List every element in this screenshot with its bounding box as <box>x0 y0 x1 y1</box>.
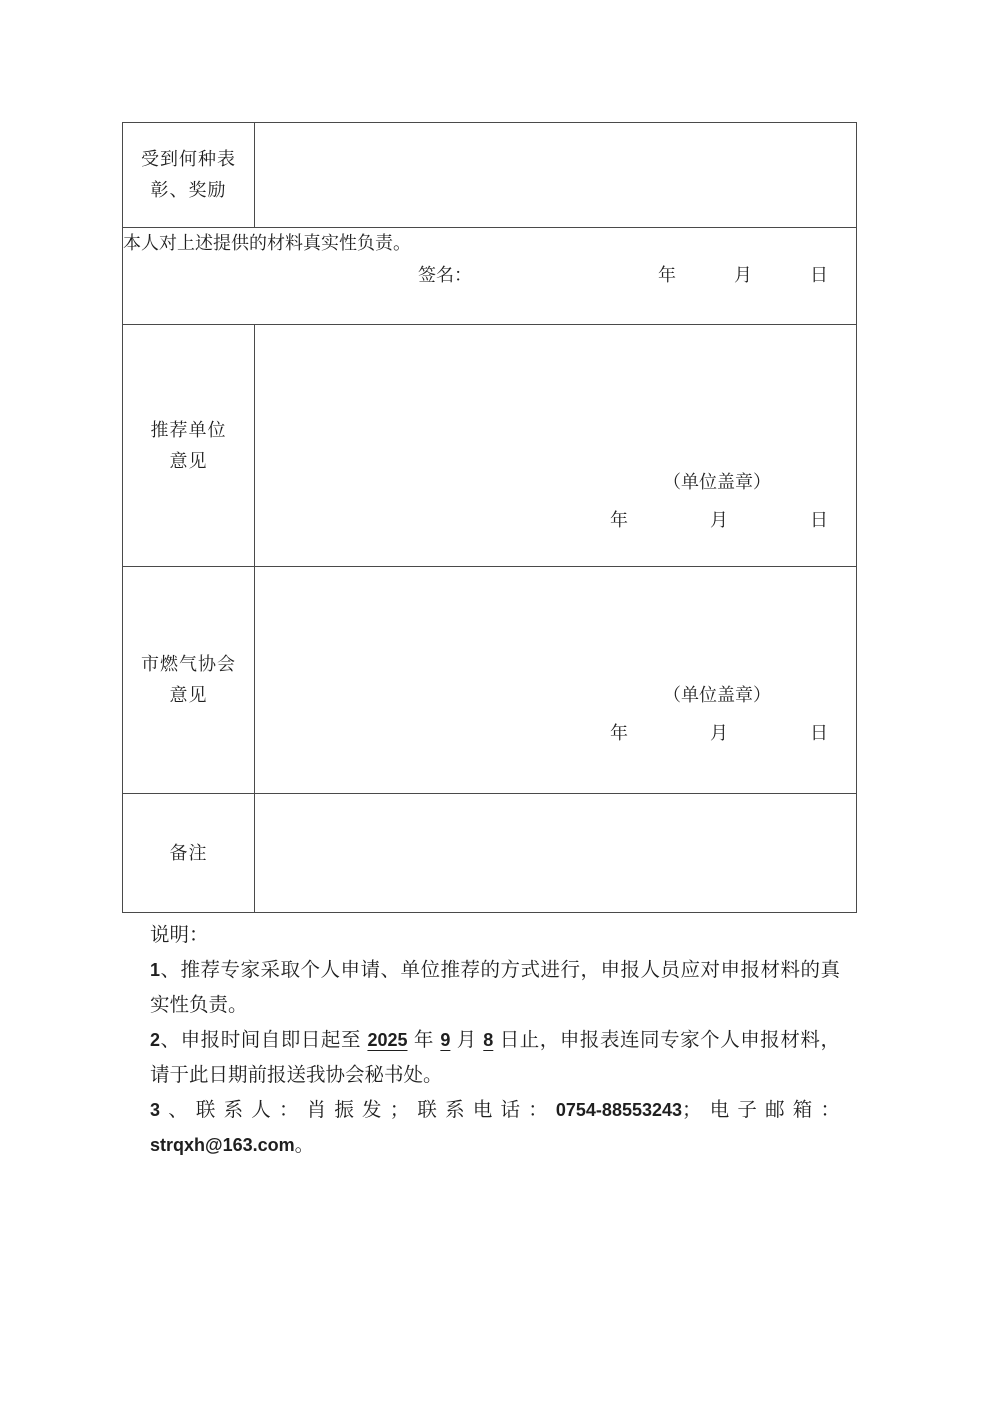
note-2-year-unit: 年 <box>408 1030 440 1051</box>
association-stamp-block <box>255 679 856 793</box>
declaration-row <box>123 228 857 325</box>
note-1-text: 、推荐专家采取个人申请、单位推荐的方式进行，申报人员应对申报材料的真实性负责。 <box>150 960 840 1016</box>
notes-heading: 说明： <box>150 925 209 946</box>
award-label-cell <box>123 123 255 228</box>
award-label-line2: 彰、奖励 <box>150 180 227 200</box>
association-label-line1: 市燃气协会 <box>141 654 236 674</box>
remarks-content-cell <box>255 794 857 913</box>
recommendation-month-label: 月 <box>710 510 728 530</box>
note-2-deadline-month: 9 <box>440 1030 451 1050</box>
recommendation-stamp-block <box>255 466 856 566</box>
declaration-date-blanks <box>658 260 856 290</box>
remarks-row <box>123 794 857 913</box>
note-1-number: 1 <box>150 960 161 980</box>
recommendation-stamp-label: （单位盖章） <box>663 472 771 492</box>
note-2 <box>150 1023 840 1093</box>
association-day-label: 日 <box>810 723 828 743</box>
recommendation-label-line2: 意见 <box>169 450 208 471</box>
declaration-year-label: 年 <box>658 265 676 285</box>
recommendation-label-line1: 推荐单位 <box>150 419 227 440</box>
association-content-cell <box>255 567 857 794</box>
note-3-text-pre: 、联系人：肖振发；联系电话： <box>160 1100 556 1121</box>
contact-phone: 0754-88553243 <box>555 1100 683 1120</box>
notes-section <box>150 918 840 1163</box>
note-2-month-unit: 月 <box>451 1030 483 1051</box>
remarks-label-cell <box>123 794 255 913</box>
recommendation-label-cell <box>123 325 255 567</box>
award-row <box>123 123 857 228</box>
note-2-deadline-day: 8 <box>483 1030 494 1050</box>
recommendation-date-blanks <box>255 504 856 536</box>
declaration-cell <box>123 228 857 325</box>
contact-email: strqxh@163.com <box>150 1135 295 1155</box>
declaration-month-label: 月 <box>734 265 752 285</box>
remarks-label: 备注 <box>169 842 208 863</box>
declaration-day-label: 日 <box>810 265 828 285</box>
declaration-statement: 本人对上述提供的材料真实性负责。 <box>123 233 411 253</box>
note-2-deadline-year: 2025 <box>367 1030 408 1050</box>
recommendation-year-label: 年 <box>610 510 628 530</box>
note-3-text-post: 。 <box>294 1135 315 1156</box>
association-label-line2: 意见 <box>169 685 208 705</box>
application-form-table <box>122 122 857 913</box>
note-1 <box>150 953 840 1023</box>
association-stamp-label: （单位盖章） <box>663 685 771 705</box>
note-3 <box>150 1093 840 1163</box>
award-label-line1: 受到何种表 <box>141 149 236 169</box>
note-3-text-mid: ；电子邮箱： <box>682 1100 840 1121</box>
signature-label: 签名： <box>418 265 472 285</box>
note-2-text-post: 日止，申报表连同专家个人申报材料，请于此日期前报送我协会秘书处。 <box>150 1030 840 1086</box>
recommendation-day-label: 日 <box>810 510 828 530</box>
recommendation-row <box>123 325 857 567</box>
association-month-label: 月 <box>710 723 728 743</box>
award-content-cell <box>255 123 857 228</box>
signature-line <box>123 260 856 290</box>
note-3-number: 3 <box>150 1100 161 1120</box>
association-row <box>123 567 857 794</box>
note-2-number: 2 <box>150 1030 161 1050</box>
association-date-blanks <box>255 717 856 749</box>
association-label-cell <box>123 567 255 794</box>
note-2-text-pre: 、申报时间自即日起至 <box>160 1030 367 1051</box>
recommendation-content-cell <box>255 325 857 567</box>
association-year-label: 年 <box>610 723 628 743</box>
